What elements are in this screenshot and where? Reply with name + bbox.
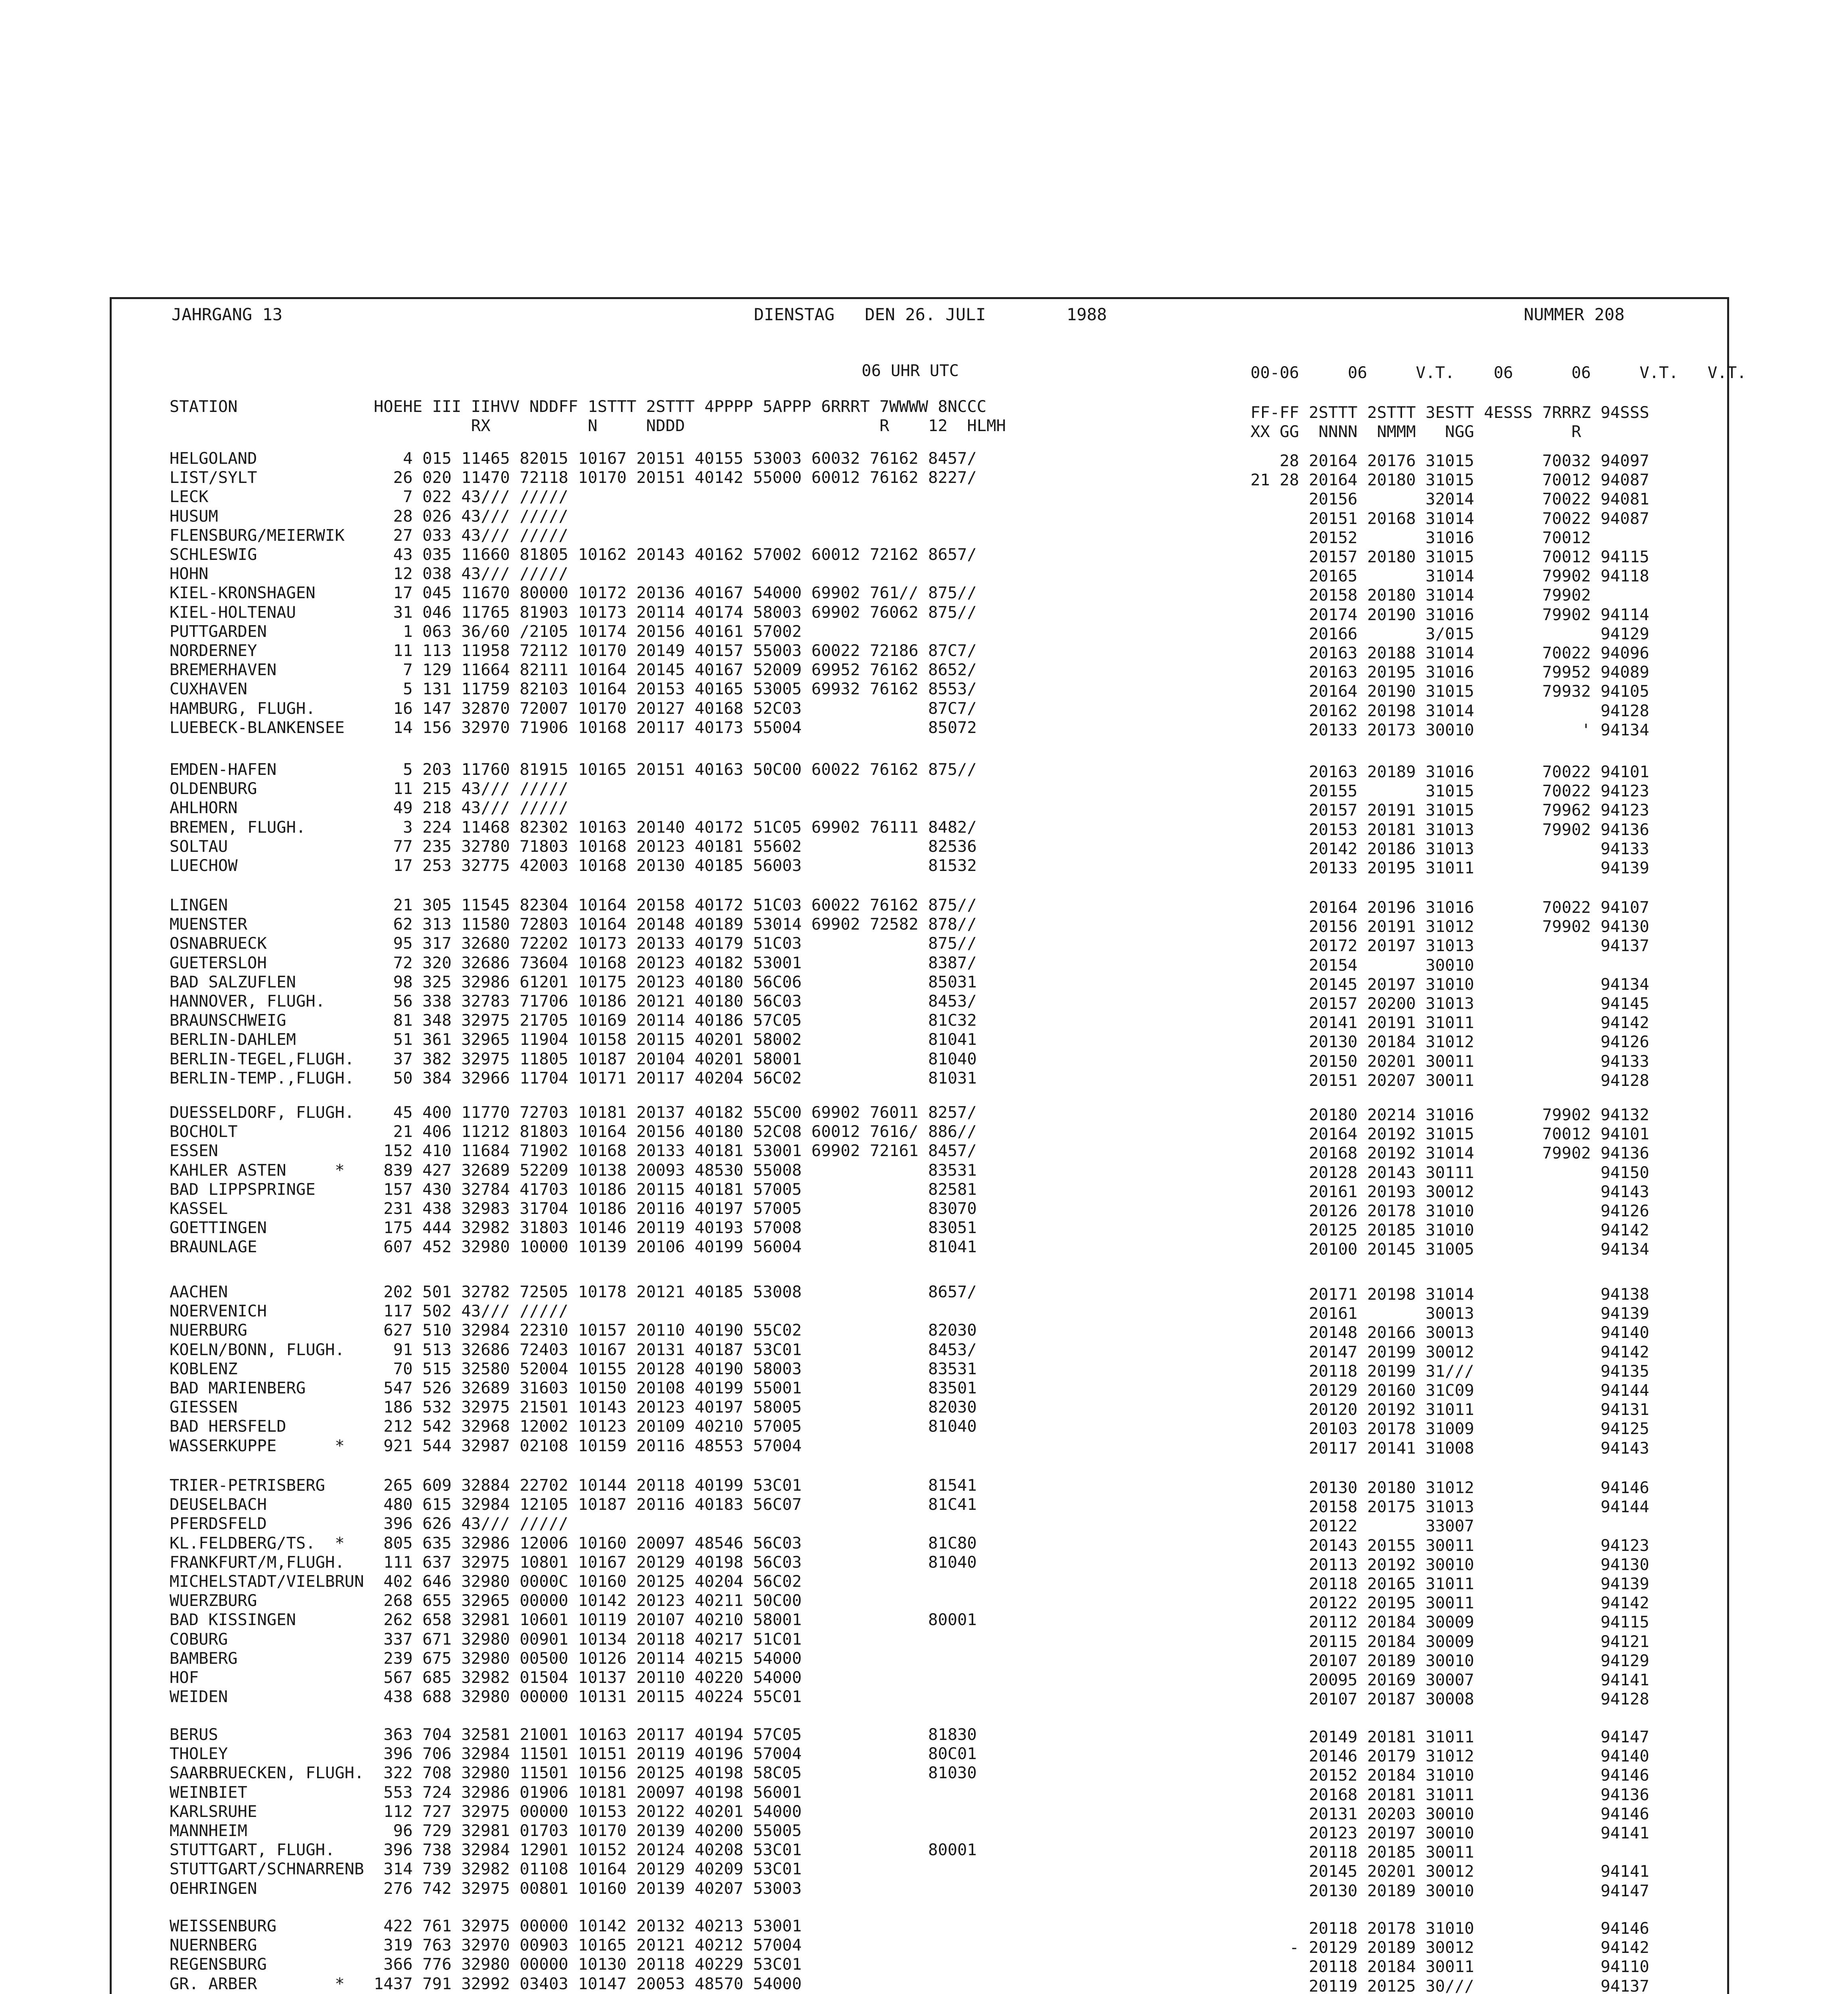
- station-row-data: WEIDEN 438 688 32980 00000 10131 20115 40224 55C01: [170, 1687, 802, 1706]
- station-row-data: KARLSRUHE 112 727 32975 00000 10153 20122 40201 54000: [170, 1801, 802, 1821]
- station-row-extra: 20161 20193 30012 94143: [1250, 1182, 1649, 1201]
- station-row-extra: 20156 32014 70022 94081: [1250, 489, 1649, 509]
- station-row-extra: 20162 20198 31014 94128: [1250, 701, 1649, 720]
- station-row-extra: 20118 20165 31011 94139: [1250, 1574, 1649, 1593]
- station-row-extra: 20168 20181 31011 94136: [1250, 1785, 1649, 1804]
- station-row-extra: 20118 20199 31/// 94135: [1250, 1361, 1649, 1381]
- station-row-data: PFERDSFELD 396 626 43/// /////: [170, 1514, 568, 1533]
- station-row-data: BAD HERSFELD 212 542 32968 12002 10123 20109 40210 57005 81040: [170, 1417, 977, 1436]
- station-row-data: STUTTGART/SCHNARRENB 314 739 32982 01108 10164 20129 40209 53C01: [170, 1859, 802, 1879]
- station-row-extra: 20118 20185 30011: [1250, 1842, 1474, 1862]
- station-row-data: LECK 7 022 43/// /////: [170, 487, 568, 506]
- station-row-extra: 20122 33007: [1250, 1516, 1474, 1536]
- station-row-data: BERLIN-DAHLEM 51 361 32965 11904 10158 20115 40201 58002 81041: [170, 1030, 977, 1049]
- station-row-extra: 20117 20141 31008 94143: [1250, 1438, 1649, 1458]
- station-row-extra: 20157 20200 31013 94145: [1250, 994, 1649, 1013]
- station-row-data: NORDERNEY 11 113 11958 72112 10170 20149 40157 55003 60022 72186 87C7/: [170, 641, 977, 660]
- station-row-data: BOCHOLT 21 406 11212 81803 10164 20156 40180 52C08 60012 7616/ 886//: [170, 1122, 977, 1141]
- column-header-right-2: XX GG NNNN NMMM NGG R: [1250, 422, 1582, 441]
- station-row-data: STUTTGART, FLUGH. 396 738 32984 12901 10152 20124 40208 53C01 80001: [170, 1840, 977, 1860]
- station-row-data: KASSEL 231 438 32983 31704 10186 20116 40197 57005 83070: [170, 1199, 977, 1218]
- station-row-data: BAD SALZUFLEN 98 325 32986 61201 10175 20123 40180 56C06 85031: [170, 972, 977, 991]
- station-row-extra: 20095 20169 30007 94141: [1250, 1670, 1649, 1689]
- station-row-data: KOELN/BONN, FLUGH. 91 513 32686 72403 10167 20131 40187 53C01 8453/: [170, 1340, 977, 1359]
- station-row-data: OEHRINGEN 276 742 32975 00801 10160 20139 40207 53003: [170, 1878, 802, 1898]
- station-row-data: BERUS 363 704 32581 21001 10163 20117 40194 57C05 81830: [170, 1725, 977, 1744]
- station-row-data: NUERNBERG 319 763 32970 00903 10165 20121 40212 57004: [170, 1935, 802, 1955]
- station-row-extra: - 20129 20189 30012 94142: [1250, 1938, 1649, 1957]
- station-row-extra: 20163 20189 31016 70022 94101: [1250, 762, 1649, 781]
- station-row-data: NUERBURG 627 510 32984 22310 10157 20110 40190 55C02 82030: [170, 1320, 977, 1340]
- station-row-extra: 20148 20166 30013 94140: [1250, 1323, 1649, 1342]
- station-row-data: HOHN 12 038 43/// /////: [170, 564, 568, 583]
- station-row-extra: 20119 20125 30/// 94137: [1250, 1976, 1649, 1994]
- station-row-data: PUTTGARDEN 1 063 36/60 /2105 10174 20156 40161 57002: [170, 621, 802, 641]
- station-row-extra: 20151 20207 30011 94128: [1250, 1070, 1649, 1090]
- station-row-data: BREMEN, FLUGH. 3 224 11468 82302 10163 20140 40172 51C05 69902 76111 8482/: [170, 817, 977, 837]
- station-row-extra: 20157 20180 31015 70012 94115: [1250, 547, 1649, 566]
- date-label: DIENSTAG DEN 26. JULI 1988: [754, 305, 1107, 324]
- station-row-extra: 20146 20179 31012 94140: [1250, 1746, 1649, 1766]
- station-row-data: HELGOLAND 4 015 11465 82015 10167 20151 40155 53003 60032 76162 8457/: [170, 449, 977, 468]
- station-row-data: REGENSBURG 366 776 32980 00000 10130 20118 40229 53C01: [170, 1955, 802, 1974]
- station-row-data: CUXHAVEN 5 131 11759 82103 10164 20153 40165 53005 69932 76162 8553/: [170, 679, 977, 699]
- station-row-extra: 20154 30010: [1250, 955, 1474, 975]
- station-row-extra: 20141 20191 31011 94142: [1250, 1013, 1649, 1032]
- station-row-data: BAD LIPPSPRINGE 157 430 32784 41703 10186 20115 40181 57005 82581: [170, 1179, 977, 1199]
- station-row-data: MICHELSTADT/VIELBRUN 402 646 32980 0000C 10160 20125 40204 56C02: [170, 1572, 802, 1591]
- station-row-data: THOLEY 396 706 32984 11501 10151 20119 40196 57004 80C01: [170, 1744, 977, 1763]
- station-row-extra: 20133 20173 30010 ' 94134: [1250, 720, 1649, 739]
- station-row-data: HAMBURG, FLUGH. 16 147 32870 72007 10170 20127 40168 52C03 87C7/: [170, 698, 977, 718]
- station-row-extra: 20133 20195 31011 94139: [1250, 858, 1649, 877]
- station-row-extra: 20147 20199 30012 94142: [1250, 1342, 1649, 1362]
- station-row-data: DEUSELBACH 480 615 32984 12105 10187 20116 40183 56C07 81C41: [170, 1495, 977, 1514]
- station-row-extra: 20142 20186 31013 94133: [1250, 839, 1649, 858]
- station-row-data: BERLIN-TEMP.,FLUGH. 50 384 32966 11704 10171 20117 40204 56C02 81031: [170, 1068, 977, 1088]
- station-row-extra: 20164 20196 31016 70022 94107: [1250, 898, 1649, 917]
- station-row-data: TRIER-PETRISBERG 265 609 32884 22702 10144 20118 40199 53C01 81541: [170, 1476, 977, 1495]
- station-row-data: MUENSTER 62 313 11580 72803 10164 20148 40189 53014 69902 72582 878//: [170, 914, 977, 934]
- station-row-extra: 20153 20181 31013 79902 94136: [1250, 820, 1649, 839]
- station-row-data: WEISSENBURG 422 761 32975 00000 10142 20132 40213 53001: [170, 1916, 802, 1935]
- station-row-data: EMDEN-HAFEN 5 203 11760 81915 10165 20151 40163 50C00 60022 76162 875//: [170, 760, 977, 779]
- station-row-extra: 20113 20192 30010 94130: [1250, 1555, 1649, 1574]
- station-row-data: SAARBRUECKEN, FLUGH. 322 708 32980 11501 10156 20125 40198 58C05 81030: [170, 1763, 977, 1783]
- station-row-data: OLDENBURG 11 215 43/// /////: [170, 779, 568, 798]
- station-row-extra: 20161 30013 94139: [1250, 1304, 1649, 1323]
- station-row-extra: 28 20164 20176 31015 70032 94097: [1250, 451, 1649, 470]
- station-row-data: COBURG 337 671 32980 00901 10134 20118 40217 51C01: [170, 1629, 802, 1649]
- station-row-data: SCHLESWIG 43 035 11660 81805 10162 20143 40162 57002 60012 72162 8657/: [170, 545, 977, 564]
- station-row-extra: 20130 20184 31012 94126: [1250, 1032, 1649, 1052]
- station-row-data: KAHLER ASTEN * 839 427 32689 52209 10138 20093 48530 55008 83531: [170, 1160, 977, 1180]
- station-row-extra: 20158 20175 31013 94144: [1250, 1497, 1649, 1517]
- station-row-extra: 20122 20195 30011 94142: [1250, 1593, 1649, 1613]
- station-row-data: HUSUM 28 026 43/// /////: [170, 506, 568, 526]
- station-row-extra: 20115 20184 30009 94121: [1250, 1631, 1649, 1651]
- station-row-extra: 20129 20160 31C09 94144: [1250, 1381, 1649, 1400]
- station-row-extra: 20107 20189 30010 94129: [1250, 1651, 1649, 1670]
- station-row-extra: 20168 20192 31014 79902 94136: [1250, 1143, 1649, 1163]
- station-row-data: FRANKFURT/M,FLUGH. 111 637 32975 10801 10167 20129 40198 56C03 81040: [170, 1552, 977, 1572]
- station-row-extra: 20151 20168 31014 70022 94087: [1250, 508, 1649, 528]
- station-row-extra: 20145 20201 30012 94141: [1250, 1862, 1649, 1881]
- station-row-data: BERLIN-TEGEL,FLUGH. 37 382 32975 11805 10187 20104 40201 58001 81040: [170, 1049, 977, 1068]
- station-row-extra: 20174 20190 31016 79902 94114: [1250, 605, 1649, 624]
- station-row-extra: 20125 20185 31010 94142: [1250, 1220, 1649, 1240]
- station-row-data: GOETTINGEN 175 444 32982 31803 10146 20119 40193 57008 83051: [170, 1218, 977, 1237]
- station-row-data: KOBLENZ 70 515 32580 52004 10155 20128 40190 58003 83531: [170, 1359, 977, 1378]
- station-row-extra: 20155 31015 70022 94123: [1250, 781, 1649, 801]
- observation-time-left: 06 UHR UTC: [862, 361, 959, 380]
- station-row-data: BRAUNSCHWEIG 81 348 32975 21705 10169 20114 40186 57C05 81C32: [170, 1011, 977, 1030]
- station-row-extra: 20171 20198 31014 94138: [1250, 1285, 1649, 1304]
- station-row-extra: 21 28 20164 20180 31015 70012 94087: [1250, 470, 1649, 490]
- station-row-data: BRAUNLAGE 607 452 32980 10000 10139 20106 40199 56004 81041: [170, 1237, 977, 1257]
- station-row-extra: 20164 20190 31015 79932 94105: [1250, 682, 1649, 701]
- station-row-extra: 20156 20191 31012 79902 94130: [1250, 917, 1649, 936]
- station-row-data: KL.FELDBERG/TS. * 805 635 32986 12006 10160 20097 48546 56C03 81C80: [170, 1533, 977, 1553]
- station-row-extra: 20150 20201 30011 94133: [1250, 1051, 1649, 1071]
- station-row-extra: 20180 20214 31016 79902 94132: [1250, 1105, 1649, 1124]
- station-row-data: WASSERKUPPE * 921 544 32987 02108 10159 20116 48553 57004: [170, 1436, 802, 1455]
- station-row-extra: 20163 20188 31014 70022 94096: [1250, 643, 1649, 662]
- station-row-extra: 20130 20189 30010 94147: [1250, 1881, 1649, 1900]
- station-row-data: HOF 567 685 32982 01504 10137 20110 40220 54000: [170, 1668, 802, 1687]
- station-row-data: ESSEN 152 410 11684 71902 10168 20133 40181 53001 69902 72161 8457/: [170, 1141, 977, 1161]
- station-row-extra: 20166 3/015 94129: [1250, 624, 1649, 643]
- column-header-right-1: FF-FF 2STTT 2STTT 3ESTT 4ESSS 7RRRZ 94SSS: [1250, 403, 1649, 422]
- station-row-data: HANNOVER, FLUGH. 56 338 32783 71706 10186 20121 40180 56C03 8453/: [170, 991, 977, 1011]
- station-row-data: FLENSBURG/MEIERWIK 27 033 43/// /////: [170, 525, 568, 545]
- station-row-data: BAMBERG 239 675 32980 00500 10126 20114 40215 54000: [170, 1648, 802, 1668]
- observation-time-right: 00-06 06 V.T. 06 06 V.T. V.T.: [1250, 363, 1747, 382]
- station-row-data: MANNHEIM 96 729 32981 01703 10170 20139 40200 55005: [170, 1821, 802, 1840]
- station-row-data: LIST/SYLT 26 020 11470 72118 10170 20151 40142 55000 60012 76162 8227/: [170, 468, 977, 487]
- station-row-data: DUESSELDORF, FLUGH. 45 400 11770 72703 10181 20137 40182 55C00 69902 76011 8257/: [170, 1103, 977, 1122]
- station-row-extra: 20158 20180 31014 79902: [1250, 585, 1591, 605]
- station-row-extra: 20143 20155 30011 94123: [1250, 1535, 1649, 1555]
- station-row-extra: 20172 20197 31013 94137: [1250, 936, 1649, 956]
- station-row-data: GIESSEN 186 532 32975 21501 10143 20123 40197 58005 82030: [170, 1397, 977, 1417]
- station-row-extra: 20152 20184 31010 94146: [1250, 1765, 1649, 1785]
- station-row-extra: 20118 20178 31010 94146: [1250, 1919, 1649, 1938]
- station-row-data: GR. ARBER * 1437 791 32992 03403 10147 20053 48570 54000: [170, 1974, 802, 1993]
- station-row-data: AHLHORN 49 218 43/// /////: [170, 798, 568, 818]
- station-row-extra: 20131 20203 30010 94146: [1250, 1804, 1649, 1823]
- station-row-data: BREMERHAVEN 7 129 11664 82111 10164 20145 40167 52009 69952 76162 8652/: [170, 660, 977, 680]
- station-row-extra: 20120 20192 31011 94131: [1250, 1400, 1649, 1419]
- station-row-extra: 20165 31014 79902 94118: [1250, 566, 1649, 586]
- station-row-data: AACHEN 202 501 32782 72505 10178 20121 40185 53008 8657/: [170, 1282, 977, 1301]
- station-row-data: LUEBECK-BLANKENSEE 14 156 32970 71906 10168 20117 40173 55004 85072: [170, 717, 977, 737]
- station-row-data: WUERZBURG 268 655 32965 00000 10142 20123 40211 50C00: [170, 1591, 802, 1610]
- station-row-extra: 20149 20181 31011 94147: [1250, 1727, 1649, 1746]
- station-row-extra: 20157 20191 31015 79962 94123: [1250, 800, 1649, 820]
- station-row-data: NOERVENICH 117 502 43/// /////: [170, 1301, 568, 1321]
- column-header-row-1: STATION HOEHE III IIHVV NDDFF 1STTT 2STTT 4PPPP 5APPP 6RRRT 7WWWW 8NCCC: [170, 397, 987, 416]
- station-row-extra: 20103 20178 31009 94125: [1250, 1419, 1649, 1438]
- station-row-data: BAD KISSINGEN 262 658 32981 10601 10119 20107 40210 58001 80001: [170, 1610, 977, 1629]
- station-row-data: LUECHOW 17 253 32775 42003 10168 20130 40185 56003 81532: [170, 856, 977, 875]
- station-row-extra: 20164 20192 31015 70012 94101: [1250, 1124, 1649, 1144]
- station-row-data: LINGEN 21 305 11545 82304 10164 20158 40172 51C03 60022 76162 875//: [170, 895, 977, 914]
- year-label: JAHRGANG 13: [172, 305, 283, 324]
- issue-number: NUMMER 208: [1524, 305, 1625, 324]
- station-row-extra: 20128 20143 30111 94150: [1250, 1163, 1649, 1182]
- station-row-extra: 20118 20184 30011 94110: [1250, 1957, 1649, 1976]
- station-row-extra: 20163 20195 31016 79952 94089: [1250, 662, 1649, 682]
- station-row-data: KIEL-KRONSHAGEN 17 045 11670 80000 10172 20136 40167 54000 69902 761// 875//: [170, 583, 977, 603]
- column-header-row-2: RX N NDDD R 12 HLMH: [170, 416, 1006, 435]
- station-row-extra: 20100 20145 31005 94134: [1250, 1239, 1649, 1259]
- station-row-extra: 20145 20197 31010 94134: [1250, 974, 1649, 994]
- station-row-data: BAD MARIENBERG 547 526 32689 31603 10150 20108 40199 55001 83501: [170, 1378, 977, 1397]
- station-row-data: WEINBIET 553 724 32986 01906 10181 20097 40198 56001: [170, 1782, 802, 1802]
- station-row-extra: 20112 20184 30009 94115: [1250, 1612, 1649, 1632]
- station-row-extra: 20123 20197 30010 94141: [1250, 1823, 1649, 1842]
- station-row-data: OSNABRUECK 95 317 32680 72202 10173 20133 40179 51C03 875//: [170, 934, 977, 953]
- station-row-data: KIEL-HOLTENAU 31 046 11765 81903 10173 20114 40174 58003 69902 76062 875//: [170, 602, 977, 622]
- station-row-extra: 20107 20187 30008 94128: [1250, 1689, 1649, 1709]
- station-row-extra: 20152 31016 70012: [1250, 528, 1591, 547]
- station-row-data: GUETERSLOH 72 320 32686 73604 10168 20123 40182 53001 8387/: [170, 953, 977, 972]
- station-row-extra: 20126 20178 31010 94126: [1250, 1201, 1649, 1220]
- station-row-extra: 20130 20180 31012 94146: [1250, 1478, 1649, 1497]
- station-row-data: SOLTAU 77 235 32780 71803 10168 20123 40181 55602 82536: [170, 836, 977, 856]
